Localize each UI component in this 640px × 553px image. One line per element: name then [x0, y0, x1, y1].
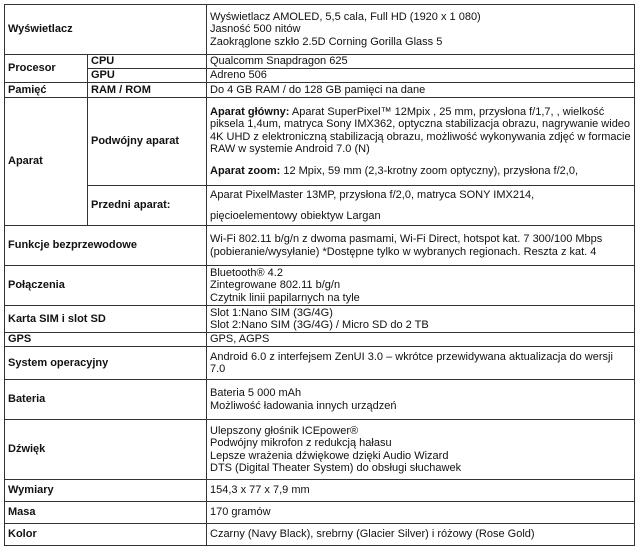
zoom-camera-text [210, 165, 631, 178]
table-row [5, 524, 635, 546]
sim-line: Slot 2:Nano SIM (3G/4G) / Micro SD do 2 TB [210, 319, 429, 331]
row-label-dimensions: Wymiary [5, 480, 207, 502]
sound-value [207, 420, 635, 480]
table-row [5, 226, 635, 266]
front-camera-value [207, 186, 635, 226]
table-row [5, 69, 635, 83]
row-label-sim: Karta SIM i slot SD [5, 306, 207, 333]
battery-value [207, 380, 635, 420]
sound-line: Lepsze wrażenia dźwiękowe dzięki Audio Wizard [210, 449, 449, 462]
gpu-value: Adreno 506 [207, 69, 635, 83]
cpu-value: Qualcomm Snapdragon 625 [207, 55, 635, 69]
table-row [5, 333, 635, 347]
table-row [5, 420, 635, 480]
row-label-connections: Połączenia [5, 266, 207, 306]
table-row [5, 83, 635, 98]
row-label-weight: Masa [5, 502, 207, 524]
row-label-processor: Procesor [5, 55, 88, 83]
table-row [5, 347, 635, 380]
main-camera-desc: Aparat SuperPixel™ 12Mpix , 25 mm, przysłona f/1,7, , wielkość piksela 1,4um, matryca Sony IMX362, optyczna stabilizacja obrazu, nagrywanie wideo 4K UHD z elektroniczną stabilizacją obrazu, możliwość wykonywania zdjęć w formacie RAW w systemie Android 7.0 (N) [210, 105, 631, 156]
gpu-label: GPU [88, 69, 207, 83]
sound-line: Ulepszony głośnik ICEpower® [210, 424, 359, 437]
memory-value: Do 4 GB RAM / do 128 GB pamięci na dane [207, 83, 635, 98]
sound-line: DTS (Digital Theater System) do obsługi słuchawek [210, 462, 462, 474]
cpu-label: CPU [88, 55, 207, 69]
zoom-camera-desc: 12 Mpix, 59 mm (2,3-krotny zoom optyczny), przysłona f/2,0, [283, 164, 579, 177]
table-row [5, 5, 635, 55]
table-row [5, 266, 635, 306]
color-value: Czarny (Navy Black), srebrny (Glacier Silver) i różowy (Rose Gold) [207, 524, 635, 546]
row-label-sound: Dźwięk [5, 420, 207, 480]
sim-line: Slot 1:Nano SIM (3G/4G) [210, 306, 333, 319]
sound-line: Podwójny mikrofon z redukcją hałasu [210, 437, 392, 449]
connections-line: Czytnik linii papilarnych na tyle [210, 291, 360, 304]
spec-table [4, 4, 635, 546]
dual-camera-label: Podwójny aparat [88, 98, 207, 186]
weight-value: 170 gramów [207, 502, 635, 524]
connections-value [207, 266, 635, 306]
display-line: Jasność 500 nitów [210, 23, 301, 36]
connections-line: Bluetooth® 4.2 [210, 266, 283, 279]
table-row [5, 502, 635, 524]
dual-camera-value [207, 98, 635, 186]
front-camera-line: pięcioelementowy obiektyw Largan [210, 209, 381, 222]
row-value-display [207, 5, 635, 55]
table-row [5, 380, 635, 420]
display-line: Wyświetlacz AMOLED, 5,5 cala, Full HD (1920 x 1 080) [210, 10, 481, 23]
row-label-battery: Bateria [5, 380, 207, 420]
front-camera-label: Przedni aparat: [88, 186, 207, 226]
table-row [5, 480, 635, 502]
table-row [5, 306, 635, 333]
row-label-wireless: Funkcje bezprzewodowe [5, 226, 207, 266]
os-value: Android 6.0 z interfejsem ZenUI 3.0 – wkrótce przewidywana aktualizacja do wersji 7.0 [207, 347, 635, 380]
row-label-color: Kolor [5, 524, 207, 546]
table-row [5, 98, 635, 186]
gps-value: GPS, AGPS [207, 333, 635, 347]
sim-value [207, 306, 635, 333]
display-line: Zaokrąglone szkło 2.5D Corning Gorilla Glass 5 [210, 35, 443, 48]
row-label-os: System operacyjny [5, 347, 207, 380]
wireless-value: Wi-Fi 802.11 b/g/n z dwoma pasmami, Wi-Fi Direct, hotspot kat. 7 300/100 Mbps (pobieranie/wysyłanie) *Dostępne tylko w wybranych regionach. Reszta z kat. 4 [207, 226, 635, 266]
row-label-gps: GPS [5, 333, 207, 347]
memory-sub-label: RAM / ROM [88, 83, 207, 98]
battery-line: Bateria 5 000 mAh [210, 387, 302, 399]
row-label-display: Wyświetlacz [5, 5, 207, 55]
dimensions-value: 154,3 x 77 x 7,9 mm [207, 480, 635, 502]
front-camera-line: Aparat PixelMaster 13MP, przysłona f/2,0, matryca SONY IMX214, [210, 189, 535, 201]
row-label-memory: Pamięć [5, 83, 88, 98]
table-row [5, 186, 635, 226]
table-row [5, 55, 635, 69]
main-camera-text [210, 106, 631, 156]
connections-line: Zintegrowane 802.11 b/g/n [210, 279, 341, 292]
battery-line: Możliwość ładowania innych urządzeń [210, 399, 397, 412]
main-camera-title: Aparat główny: [210, 105, 290, 118]
row-label-camera: Aparat [5, 98, 88, 226]
zoom-camera-title: Aparat zoom: [210, 164, 281, 177]
